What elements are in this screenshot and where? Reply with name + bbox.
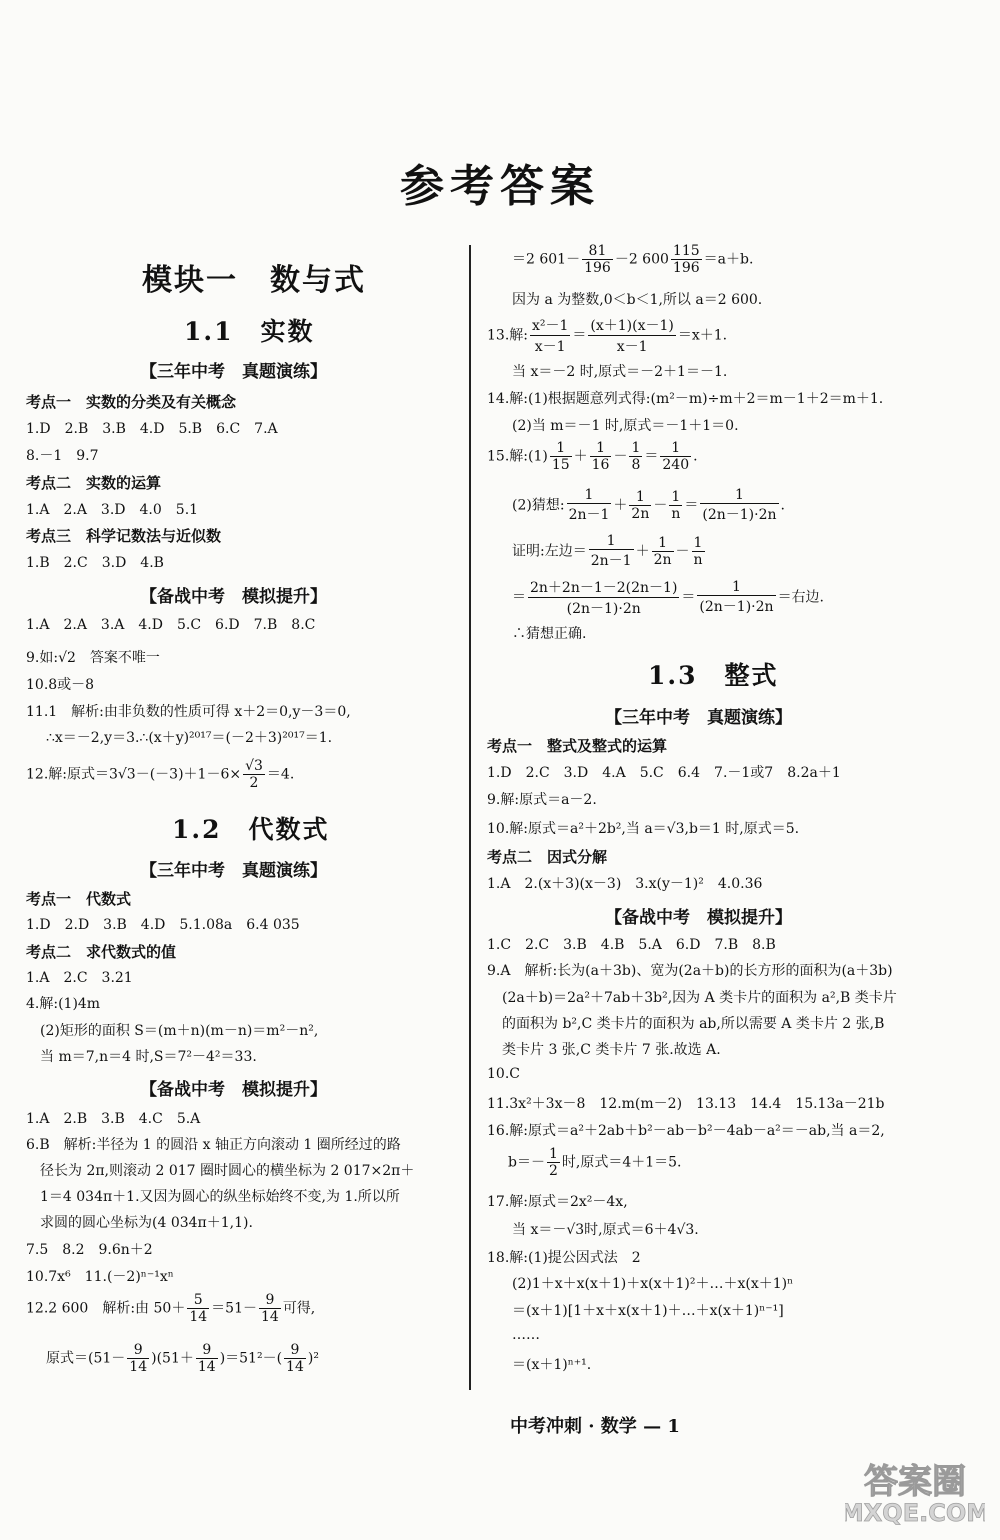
answer-line: 10.解:原式＝a²＋2b²,当 a＝√3,b＝1 时,原式＝5. bbox=[487, 821, 800, 837]
kaodian-heading: 考点一 整式及整式的运算 bbox=[487, 737, 668, 755]
answer-line-fraction: ＝ $\frac{2n+2n-1-2(2n-1)}{(2n-1)\cdot 2n}$ ＝ $\frac{1}{(2n-1)\cdot 2n}$ ＝右边. bbox=[512, 579, 825, 617]
kaodian-heading: 考点一 实数的分类及有关概念 bbox=[26, 393, 237, 411]
answer-line: 14.解:(1)根据题意列式得:(m²－m)÷m＋2＝m－1＋2＝m＋1. bbox=[487, 391, 884, 407]
answer-line-fraction: 12.2 600 解析:由 50＋ $\frac{5}{14}$ ＝51－ $\frac{9}{14}$ 可得, bbox=[26, 1292, 316, 1325]
answer-line: ＝(x＋1)[1＋x＋x(x＋1)＋…＋x(x＋1)ⁿ⁻¹] bbox=[512, 1303, 784, 1319]
fraction: $\frac{(x+1)(x-1)}{x-1}$ bbox=[588, 315, 675, 356]
fraction: $\frac{1}{2n}$ bbox=[653, 535, 672, 568]
band-heading: 【备战中考 模拟提升】 bbox=[605, 908, 792, 928]
answer-line: 1.D 2.C 3.D 4.A 5.C 6.4 7.－1或7 8.2a＋1 bbox=[487, 765, 841, 781]
answer-line: 的面积为 b²,C 类卡片的面积为 ab,所以需要 A 类卡片 2 张,B bbox=[502, 1016, 885, 1032]
band-heading: 【备战中考 模拟提升】 bbox=[140, 1080, 327, 1100]
section-title-1-3: 1.3 整式 bbox=[648, 661, 779, 690]
answer-line: 1.A 2.A 3.A 4.D 5.C 6.D 7.B 8.C bbox=[26, 617, 316, 633]
answer-line: (2)1＋x＋x(x＋1)＋x(x＋1)²＋…＋x(x＋1)ⁿ bbox=[512, 1276, 794, 1292]
answer-line: 10.C bbox=[487, 1066, 520, 1082]
answer-line-fraction: 原式＝(51－ $\frac{9}{14}$ )(51＋ $\frac{9}{14}$ )＝51²－( $\frac{9}{14}$ )² bbox=[46, 1342, 319, 1375]
answer-line-fraction: 证明:左边＝ $\frac{1}{2n-1}$ ＋ $\frac{1}{2n}$ － $\frac{1}{n}$ bbox=[512, 533, 703, 569]
band-heading: 【三年中考 真题演练】 bbox=[140, 861, 327, 881]
answer-line: (2)矩形的面积 S＝(m＋n)(m－n)＝m²－n², bbox=[40, 1023, 319, 1039]
watermark-bottom: MXQE.COM bbox=[845, 1499, 985, 1527]
answer-line: 10.8或－8 bbox=[26, 677, 95, 693]
fraction: $\frac{2n+2n-1-2(2n-1)}{(2n-1)\cdot 2n}$ bbox=[528, 577, 679, 618]
fraction: $\frac{1}{2n-1}$ bbox=[590, 533, 632, 569]
column-divider bbox=[469, 245, 471, 1390]
answer-line: 11.1 解析:由非负数的性质可得 x＋2＝0,y－3＝0, bbox=[26, 704, 351, 720]
fraction: $\frac{1}{2}$ bbox=[548, 1146, 558, 1179]
watermark-logo bbox=[845, 1455, 985, 1527]
kaodian-heading: 考点一 代数式 bbox=[26, 890, 132, 908]
section-title-1-1: 1.1 实数 bbox=[184, 317, 315, 346]
answer-line: 1.A 2.C 3.21 bbox=[26, 970, 133, 986]
answer-line: 类卡片 3 张,C 类卡片 7 张.故选 A. bbox=[502, 1042, 721, 1058]
answer-line: 9.解:原式＝a－2. bbox=[487, 792, 597, 808]
answer-line: …… bbox=[512, 1327, 540, 1343]
answer-line: 当 x＝－√3时,原式＝6＋4√3. bbox=[512, 1222, 699, 1238]
answer-line: 当 m＝7,n＝4 时,S＝7²－4²＝33. bbox=[40, 1049, 257, 1065]
answer-line: 10.7x⁶ 11.(－2)ⁿ⁻¹xⁿ bbox=[26, 1269, 174, 1285]
answer-line: 9.如:√2 答案不唯一 bbox=[26, 650, 160, 666]
answer-line-fraction: 15.解:(1) $\frac{1}{15}$ ＋ $\frac{1}{16}$ － $\frac{1}{8}$ ＝ $\frac{1}{240}$ . bbox=[487, 440, 698, 473]
band-heading: 【三年中考 真题演练】 bbox=[605, 708, 792, 728]
answer-line: 1.B 2.C 3.D 4.B bbox=[26, 555, 164, 571]
answer-line: 1.A 2.B 3.B 4.C 5.A bbox=[26, 1111, 201, 1127]
answer-line: 1＝4 034π＋1.又因为圆心的纵坐标始终不变,为 1.所以所 bbox=[40, 1189, 400, 1205]
fraction: $\frac{1}{8}$ bbox=[631, 440, 641, 473]
fraction: $\frac{115}{196}$ bbox=[672, 243, 700, 276]
answer-line: 当 x＝－2 时,原式＝－2＋1＝－1. bbox=[512, 364, 728, 380]
fraction: $\frac{1}{16}$ bbox=[591, 440, 610, 473]
fraction: $\frac{\text{x²－1}}{x-1}$ bbox=[530, 315, 570, 356]
fraction: $\frac{9}{14}$ bbox=[260, 1292, 279, 1325]
answer-line-fraction: 13.解: $\frac{\text{x²－1}}{x-1}$ ＝ $\frac{(x+1)(x-1)}{x-1}$ ＝x＋1. bbox=[487, 315, 727, 356]
answer-line: (2)当 m＝－1 时,原式＝－1＋1＝0. bbox=[512, 418, 739, 434]
fraction: $\frac{9}{14}$ bbox=[197, 1342, 216, 1375]
kaodian-heading: 考点二 因式分解 bbox=[487, 848, 608, 866]
section-title-1-2: 1.2 代数式 bbox=[172, 815, 330, 844]
kaodian-heading: 考点三 科学记数法与近似数 bbox=[26, 527, 222, 545]
fraction: $\frac{1}{n}$ bbox=[671, 489, 681, 522]
answer-line: 6.B 解析:半径为 1 的圆沿 x 轴正方向滚动 1 圈所经过的路 bbox=[26, 1137, 401, 1153]
answer-line-fraction: 12.解:原式＝3√3－(－3)＋1－6× $\frac{√3}{2}$ ＝4. bbox=[26, 758, 295, 791]
fraction: $\frac{9}{14}$ bbox=[286, 1342, 304, 1375]
answer-line: 9.A 解析:长为(a＋3b)、宽为(2a＋b)的长方形的面积为(a＋3b) bbox=[487, 963, 893, 979]
fraction: $\frac{9}{14}$ bbox=[129, 1342, 148, 1375]
fraction: $\frac{1}{15}$ bbox=[551, 440, 570, 473]
fraction: $\frac{√3}{2}$ bbox=[245, 758, 263, 791]
page-title: 参考答案 bbox=[400, 161, 600, 212]
answer-line: ∴x＝－2,y＝3.∴(x＋y)²⁰¹⁷＝(－2＋3)²⁰¹⁷＝1. bbox=[46, 730, 333, 746]
band-heading: 【三年中考 真题演练】 bbox=[140, 362, 327, 382]
answer-line: 求圆的圆心坐标为(4 034π＋1,1). bbox=[40, 1215, 253, 1231]
answer-line: 1.A 2.(x＋3)(x－3) 3.x(y－1)² 4.0.36 bbox=[487, 876, 763, 892]
answer-line: 7.5 8.2 9.6n＋2 bbox=[26, 1242, 153, 1258]
kaodian-heading: 考点二 实数的运算 bbox=[26, 474, 162, 492]
answer-line: 17.解:原式＝2x²－4x, bbox=[487, 1194, 628, 1210]
answer-line-fraction: b＝－ $\frac{1}{2}$ 时,原式＝4＋1＝5. bbox=[508, 1146, 682, 1179]
answer-line: 1.D 2.D 3.B 4.D 5.1.08a 6.4 035 bbox=[26, 917, 300, 933]
module-title: 模块一 数与式 bbox=[142, 263, 366, 298]
fraction: $\frac{1}{240}$ bbox=[662, 440, 690, 473]
answer-line: 1.C 2.C 3.B 4.B 5.A 6.D 7.B 8.B bbox=[487, 937, 776, 953]
answer-line-fraction: (2)猜想: $\frac{1}{2n-1}$ ＋ $\frac{1}{2n}$ － $\frac{1}{n}$ ＝ $\frac{1}{(2n-1)\cdot 2n}$ . bbox=[512, 487, 785, 523]
watermark-top: 答案圈 bbox=[864, 1462, 966, 1502]
answer-line: 1.A 2.A 3.D 4.0 5.1 bbox=[26, 502, 199, 518]
fraction: $\frac{1}{(2n-1)\cdot 2n}$ bbox=[699, 579, 774, 615]
fraction: $\frac{1}{2n}$ bbox=[631, 489, 650, 522]
answer-line: (2a＋b)＝2a²＋7ab＋3b²,因为 A 类卡片的面积为 a²,B 类卡片 bbox=[502, 990, 897, 1006]
kaodian-heading: 考点二 求代数式的值 bbox=[26, 943, 177, 961]
answer-line: ＝(x＋1)ⁿ⁺¹. bbox=[512, 1357, 592, 1373]
answer-line: ∴猜想正确. bbox=[512, 626, 587, 642]
answer-line: 径长为 2π,则滚动 2 017 圈时圆心的横坐标为 2 017×2π＋ bbox=[40, 1163, 415, 1179]
band-heading: 【备战中考 模拟提升】 bbox=[140, 587, 327, 607]
answer-line: 16.解:原式＝a²＋2ab＋b²－ab－b²－4ab－a²＝－ab,当 a＝2, bbox=[487, 1123, 885, 1139]
answer-line: 18.解:(1)提公因式法 2 bbox=[487, 1250, 641, 1266]
page-footer: 中考冲刺 · 数学 — 1 bbox=[510, 1416, 680, 1437]
answer-line: 1.D 2.B 3.B 4.D 5.B 6.C 7.A bbox=[26, 421, 278, 437]
answer-line: 11.3x²＋3x－8 12.m(m－2) 13.13 14.4 15.13a－21b bbox=[487, 1096, 885, 1112]
answer-line-fraction: ＝2 601－ $\frac{81}{196}$ －2 600 $\frac{115}{196}$ ＝a＋b. bbox=[512, 243, 754, 276]
fraction: $\frac{1}{2n-1}$ bbox=[568, 487, 610, 523]
answer-line: 4.解:(1)4m bbox=[26, 996, 101, 1012]
answer-line: 因为 a 为整数,0＜b＜1,所以 a＝2 600. bbox=[512, 292, 763, 308]
fraction: $\frac{1}{(2n-1)\cdot 2n}$ bbox=[702, 487, 777, 523]
fraction: $\frac{1}{n}$ bbox=[693, 535, 703, 568]
fraction: $\frac{5}{14}$ bbox=[189, 1292, 208, 1325]
answer-line: 8.－1 9.7 bbox=[26, 448, 99, 464]
fraction: $\frac{81}{196}$ bbox=[584, 243, 611, 276]
